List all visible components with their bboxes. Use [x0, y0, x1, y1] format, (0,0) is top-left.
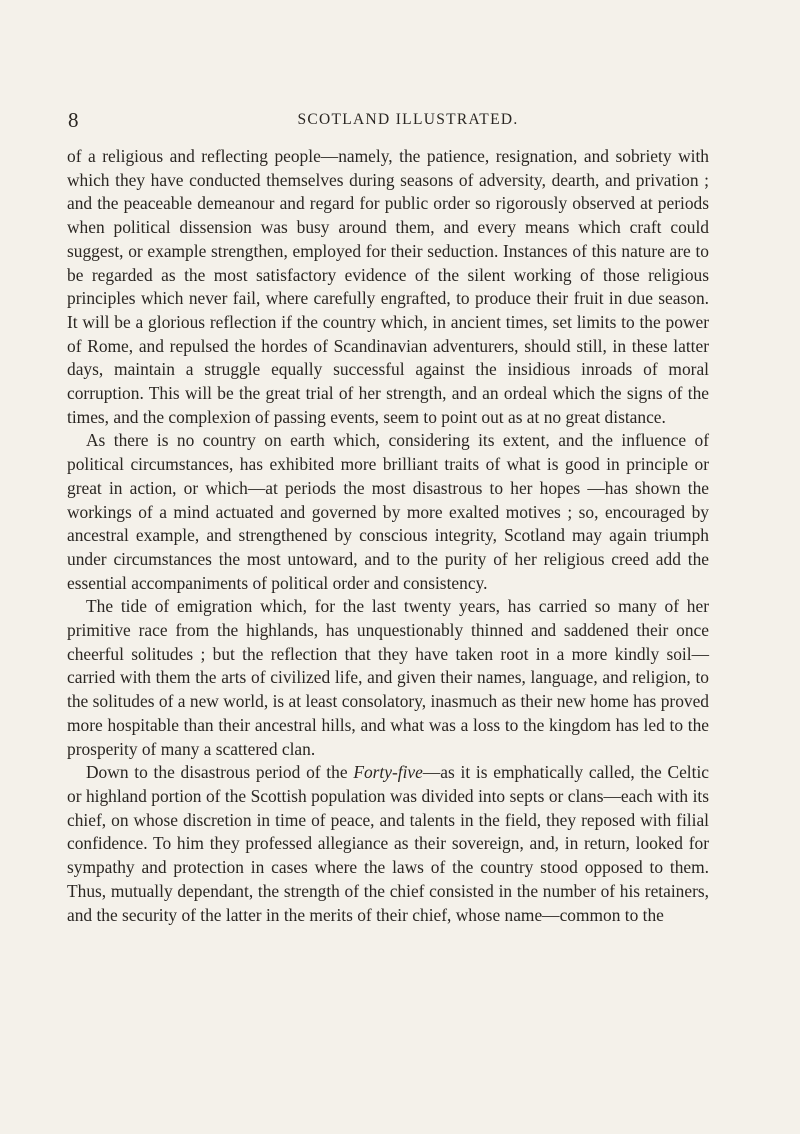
paragraph-3: The tide of emigration which, for the last twenty years, has carried so many of her primitive race from the highlands, has unquestionably thinned and saddened their once cheerful solitudes ; but the reflection that they have taken root in a more kindly soil—carried with them the arts of civilized life, and given their names, language, and religion, to the solitudes of a new world, is at least consolatory, inasmuch as their new home has proved more hospitable than their ancestral hills, and what was a loss to the kingdom has led to the prosperity of many a scattered clan.: [67, 596, 709, 759]
paragraph-1: of a religious and reflecting people—namely, the patience, resignation, and sobriety with which they have conducted themselves during seasons of adversity, dearth, and privation ; and the peaceable demeanour and regard for public order so rigorously observed at periods when political dissension was busy around them, and every means which craft could suggest, or example strengthen, employed for their seduction. Instances of this nature are to be regarded as the most satisfactory evidence of the silent working of those religious principles which never fail, where carefully engrafted, to produce their fruit in due season. It will be a glorious reflection if the country which, in ancient times, set limits to the power of Rome, and repulsed the hordes of Scandinavian adventurers, should still, in these latter days, maintain a struggle equally successful against the insidious inroads of moral corruption. This will be the great trial of her strength, and an ordeal which the signs of the times, and the complexion of passing events, seem to point out as at no great distance.: [67, 146, 709, 427]
paragraph-4-rest: —as it is emphatically called, the Celtic or highland portion of the Scottish population was divided into septs or clans—each with its chief, on whose discretion in time of peace, and talents in the field, they reposed with filial confidence. To him they professed allegiance as their sovereign, and, in return, looked for sympathy and protection in cases where the laws of the country stood opposed to them. Thus, mutually dependant, the strength of the chief consisted in the number of his retainers, and the security of the latter in the merits of their chief, whose name—common to the: [67, 762, 710, 925]
paragraph-4-lead: Down to the disastrous period of the: [86, 762, 354, 783]
page-number: 8: [68, 108, 79, 132]
paragraph-2: As there is no country on earth which, considering its extent, and the influence of political circumstances, has exhibited more brilliant traits of what is good in principle or great in action, or which—at periods the most disastrous to her hopes —has shown the workings of a mind actuated and governed by more exalted motives ; so, encouraged by ancestral example, and strengthened by conscious integrity, Scotland may again triumph under circumstances the most untoward, and to the purity of her religious creed add the essential accompaniments of political order and consistency.: [67, 430, 709, 593]
paragraph-4: [67, 761, 709, 927]
forty-five-term: Forty-five: [353, 762, 423, 783]
body-text: [67, 145, 709, 927]
running-head: [68, 108, 708, 132]
running-title: SCOTLAND ILLUSTRATED.: [297, 111, 519, 128]
